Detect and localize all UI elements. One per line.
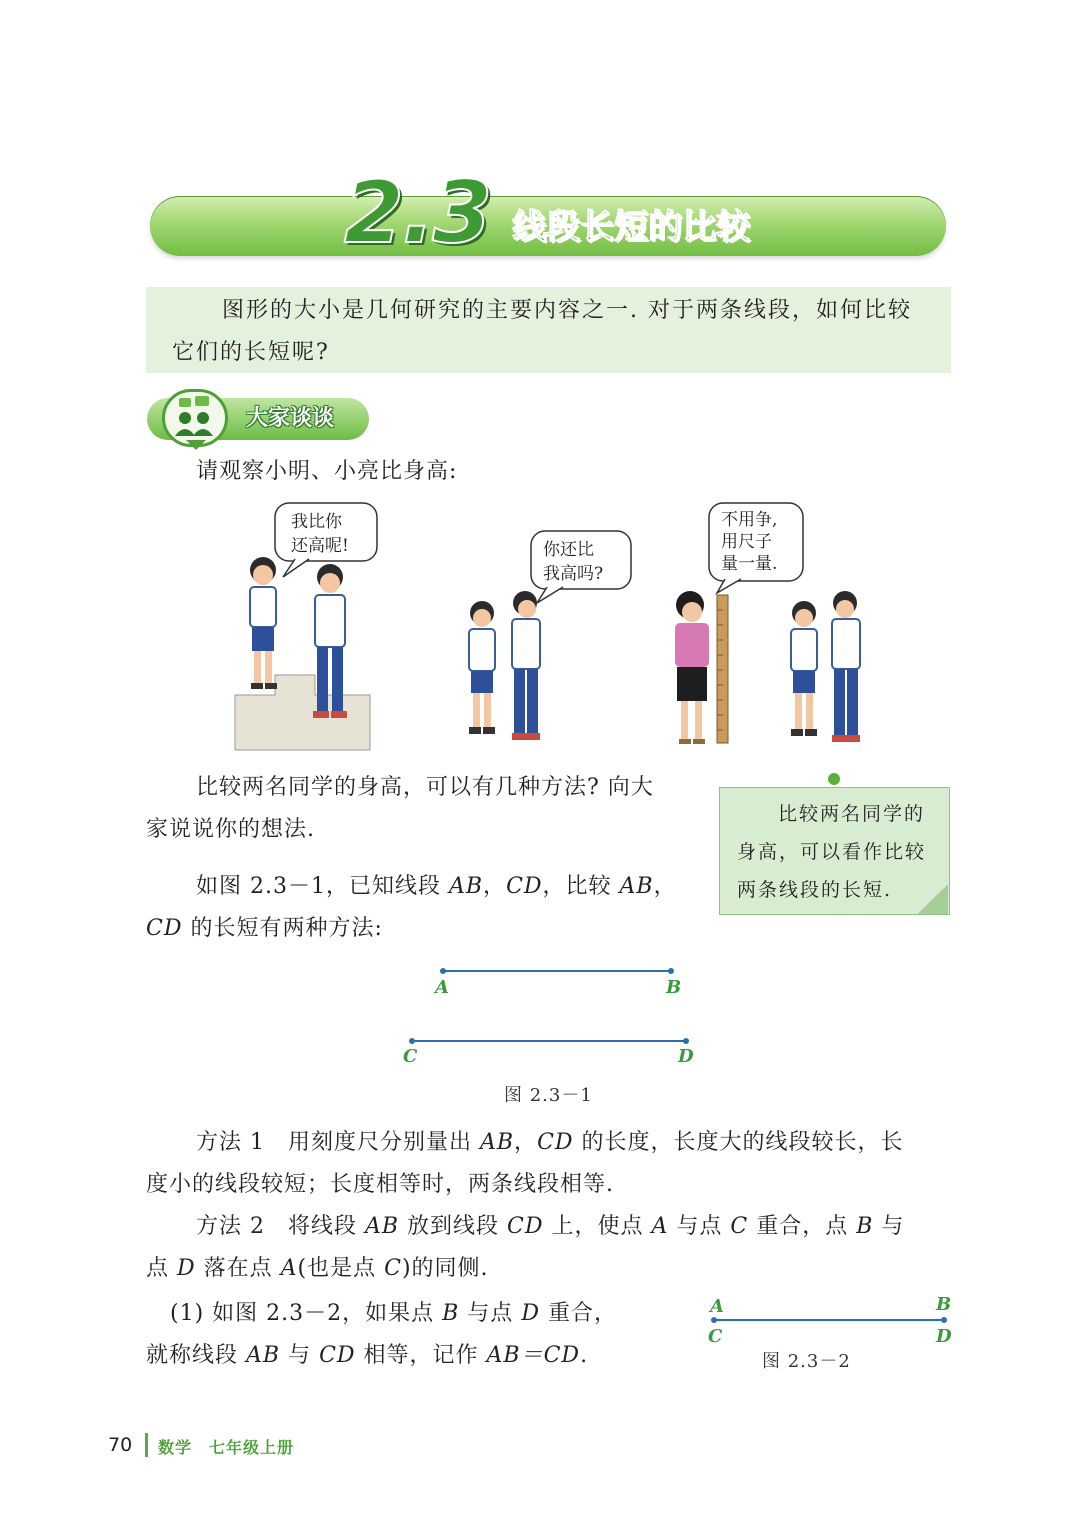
figure1-caption: 图 2.3－1 <box>504 1085 593 1106</box>
height-comparison-illustration <box>225 495 875 755</box>
label-a: A <box>710 1296 724 1317</box>
bubble1-line2: 还高呢! <box>291 536 349 556</box>
bubble1-line1: 我比你 <box>291 512 342 532</box>
label-d: D <box>678 1046 694 1067</box>
intro-line-1: 图形的大小是几何研究的主要内容之一. 对于两条线段，如何比较 <box>222 298 912 323</box>
footer-divider <box>145 1433 148 1457</box>
method2-line-1: 方法 2 将线段 AB 放到线段 CD 上，使点 A 与点 C 重合，点 B 与 <box>196 1214 905 1239</box>
label-b: B <box>936 1294 952 1315</box>
given-line-1: 如图 2.3－1，已知线段 AB，CD，比较 AB， <box>196 874 677 899</box>
bubble3-line2: 用尺子 <box>721 532 772 552</box>
note-line-1: 比较两名同学的 <box>778 803 926 825</box>
scene-boys-on-steps <box>235 557 370 750</box>
tag-pointer-icon <box>186 440 206 450</box>
label-d: D <box>936 1326 952 1347</box>
point-a-c <box>711 1317 717 1323</box>
note-line-3: 两条线段的长短. <box>737 879 893 901</box>
point-c <box>409 1038 415 1044</box>
bubble2-line2: 我高吗? <box>543 564 604 584</box>
section-title: 线段长短的比较 <box>512 207 750 247</box>
point-a <box>440 968 446 974</box>
given-line-2: CD 的长短有两种方法: <box>146 916 383 941</box>
scene-two-boys-right <box>791 591 860 742</box>
pin-icon <box>828 773 840 785</box>
question-line-1: 比较两名同学的身高，可以有几种方法? 向大 <box>196 775 654 800</box>
bubble3-line1: 不用争, <box>721 510 778 530</box>
note-line-2: 身高，可以看作比较 <box>737 841 927 863</box>
label-c: C <box>708 1326 723 1347</box>
method1-line-2: 度小的线段较短；长度相等时，两条线段相等. <box>146 1172 614 1197</box>
bubble3-line3: 量一量. <box>721 554 778 574</box>
intro-line-2: 它们的长短呢? <box>172 340 330 365</box>
discussion-tag-label: 大家谈谈 <box>246 406 335 431</box>
scene-two-boys <box>469 591 540 740</box>
page-number: 70 <box>108 1434 133 1456</box>
case1-line-2: 就称线段 AB 与 CD 相等，记作 AB＝CD. <box>146 1343 589 1368</box>
figure2-caption: 图 2.3－2 <box>762 1351 851 1372</box>
page-curl-icon <box>918 884 948 914</box>
point-b-d <box>941 1317 947 1323</box>
point-d <box>683 1038 689 1044</box>
speech-bubble-3 <box>709 503 803 593</box>
observe-text: 请观察小明、小亮比身高: <box>196 459 458 484</box>
speech-bubble-2 <box>531 531 631 603</box>
bubble2-line1: 你还比 <box>543 540 594 560</box>
figure-2-3-1 <box>400 960 710 1070</box>
method1-line-1: 方法 1 用刻度尺分别量出 AB，CD 的长度，长度大的线段较长，长 <box>196 1130 904 1155</box>
figure-2-3-2 <box>700 1290 960 1350</box>
label-a: A <box>435 977 449 998</box>
case1-line-1: (1) 如图 2.3－2，如果点 B 与点 D 重合， <box>170 1301 617 1326</box>
people-talking-icon <box>162 389 228 447</box>
footer-book-title: 数学 七年级上册 <box>158 1438 295 1457</box>
label-b: B <box>666 977 682 998</box>
question-line-2: 家说说你的想法. <box>146 817 315 842</box>
label-c: C <box>403 1046 418 1067</box>
point-b <box>668 968 674 974</box>
section-number: 2.3 <box>344 163 491 263</box>
scene-teacher-with-ruler <box>675 591 728 744</box>
method2-line-2: 点 D 落在点 A(也是点 C)的同侧. <box>146 1256 489 1281</box>
